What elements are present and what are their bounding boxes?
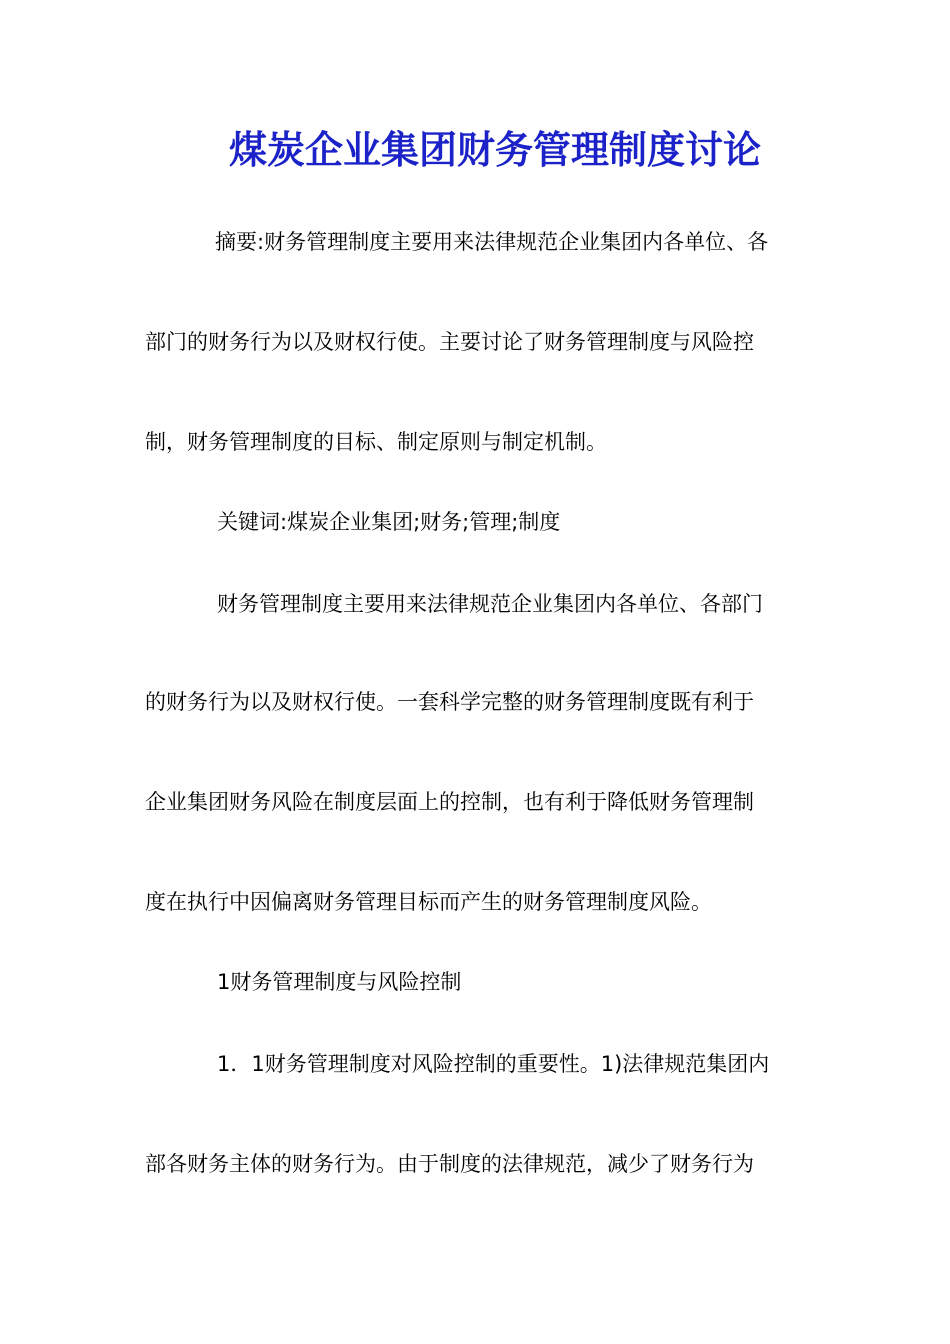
section-line-2: 部各财务主体的财务行为。由于制度的法律规范，减少了财务行为 (145, 1152, 754, 1176)
document-title: 煤炭企业集团财务管理制度讨论 (228, 127, 761, 172)
body-line-3: 企业集团财务风险在制度层面上的控制，也有利于降低财务管理制 (145, 790, 754, 814)
abstract-line-3: 制，财务管理制度的目标、制定原则与制定机制。 (145, 430, 607, 454)
body-line-2: 的财务行为以及财权行使。一套科学完整的财务管理制度既有利于 (145, 690, 754, 714)
body-line-1: 财务管理制度主要用来法律规范企业集团内各单位、各部门 (217, 592, 763, 616)
keywords-line: 关键词:煤炭企业集团;财务;管理;制度 (217, 510, 561, 534)
abstract-line-1: 摘要:财务管理制度主要用来法律规范企业集团内各单位、各 (215, 230, 769, 254)
body-line-4: 度在执行中因偏离财务管理目标而产生的财务管理制度风险。 (145, 890, 712, 914)
section-line-1: 1．1财务管理制度对风险控制的重要性。1)法律规范集团内 (217, 1052, 770, 1076)
section-heading: 1财务管理制度与风险控制 (217, 970, 462, 994)
abstract-line-2: 部门的财务行为以及财权行使。主要讨论了财务管理制度与风险控 (145, 330, 754, 354)
